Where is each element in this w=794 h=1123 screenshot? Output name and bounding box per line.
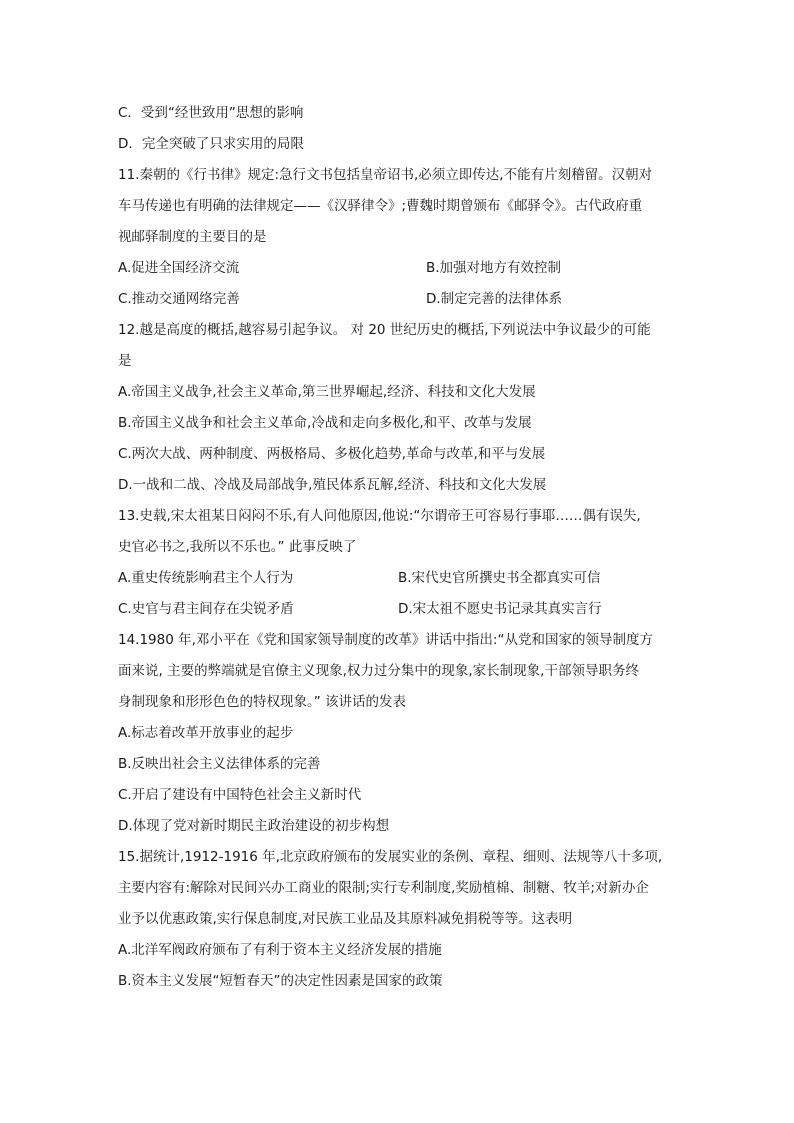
q13-option-d: D.宋太祖不愿史书记录其真实言行 <box>398 601 602 617</box>
exam-page <box>118 98 690 997</box>
q12-option-c: C.两次大战、两种制度、两极格局、多极化趋势,革命与改革,和平与发展 <box>118 446 546 462</box>
q14-option-b: B.反映出社会主义法律体系的完善 <box>118 756 321 772</box>
q13-options-row-1 <box>118 563 690 594</box>
q10-option-c: C．受到“经世致用”思想的影响 <box>118 105 304 121</box>
q14-option-d: D.体现了党对新时期民主政治建设的初步构想 <box>118 818 390 834</box>
q15-option-b: B.资本主义发展“短暂春天”的决定性因素是国家的政策 <box>118 973 443 989</box>
q11-option-c: C.推动交通网络完善 <box>118 291 240 307</box>
q11-option-a: A.促进全国经济交流 <box>118 260 240 276</box>
q12-stem-line-1: 12.越是高度的概括,越容易引起争议。 对 20 世纪历史的概括,下列说法中争议最少的可能 <box>118 322 651 338</box>
q13-option-b: B.宋代史官所撰史书全都真实可信 <box>398 570 601 586</box>
q11-stem-line-1: 11.秦朝的《行书律》规定:急行文书包括皇帝诏书,必须立即传达,不能有片刻稽留。汉朝对 <box>118 167 653 183</box>
q15-option-a: A.北洋军阀政府颁布了有利于资本主义经济发展的措施 <box>118 942 442 958</box>
q13-stem-line-2: 史官必书之,我所以不乐也。” 此事反映了 <box>118 539 357 555</box>
q14-stem-line-3: 身制现象和形形色色的特权现象。” 该讲话的发表 <box>118 694 407 710</box>
q13-option-c: C.史官与君主间存在尖锐矛盾 <box>118 601 294 617</box>
q11-options-row-1 <box>118 253 690 284</box>
q15-stem-line-2: 主要内容有:解除对民间兴办工商业的限制;实行专利制度,奖励植棉、制糖、牧羊;对新办企 <box>118 880 649 896</box>
q11-stem-line-2: 车马传递也有明确的法律规定——《汉驿律令》;曹魏时期曾颁布《邮驿令》。古代政府重 <box>118 198 643 214</box>
q11-option-b: B.加强对地方有效控制 <box>426 260 562 276</box>
q12-option-a: A.帝国主义战争,社会主义革命,第三世界崛起,经济、科技和文化大发展 <box>118 384 536 400</box>
q15-stem-line-3: 业予以优惠政策,实行保息制度,对民族工业品及其原料减免捐税等等。这表明 <box>118 911 573 927</box>
q14-stem-line-1: 14.1980 年,邓小平在《党和国家领导制度的改革》讲话中指出:“从党和国家的领导制度方 <box>118 632 653 648</box>
q13-option-a: A.重史传统影响君主个人行为 <box>118 570 294 586</box>
q14-stem-line-2: 面来说, 主要的弊端就是官僚主义现象,权力过分集中的现象,家长制现象,干部领导职务终 <box>118 663 639 679</box>
q12-option-b: B.帝国主义战争和社会主义革命,冷战和走向多极化,和平、改革与发展 <box>118 415 532 431</box>
q15-stem-line-1: 15.据统计,1912-1916 年,北京政府颁布的发展实业的条例、章程、细则、法规等八十多项, <box>118 849 663 865</box>
q12-stem-line-2: 是 <box>118 353 132 369</box>
q13-stem-line-1: 13.史载,宋太祖某日闷闷不乐,有人问他原因,他说:“尔谓帝王可容易行事耶……偶有误失, <box>118 508 641 524</box>
q11-option-d: D.制定完善的法律体系 <box>426 291 563 307</box>
q11-options-row-2 <box>118 284 690 315</box>
q14-option-a: A.标志着改革开放事业的起步 <box>118 725 294 741</box>
q10-option-d: D．完全突破了只求实用的局限 <box>118 136 304 152</box>
q12-option-d: D.一战和二战、冷战及局部战争,殖民体系瓦解,经济、科技和文化大发展 <box>118 477 547 493</box>
q13-options-row-2 <box>118 594 690 625</box>
q14-option-c: C.开启了建设有中国特色社会主义新时代 <box>118 787 362 803</box>
q11-stem-line-3: 视邮驿制度的主要目的是 <box>118 229 267 245</box>
